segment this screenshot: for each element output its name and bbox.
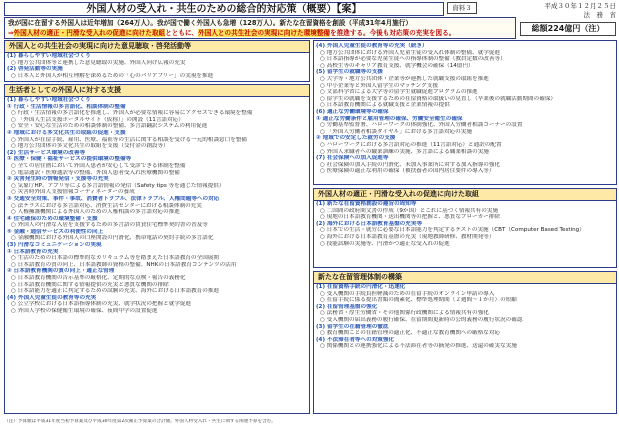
list-item: ○ 医療保険の適正な利用の確保（被扶養者の国内居住要件の導入等） bbox=[320, 168, 495, 175]
subsection-heading: (1) 暮らしやすい地域社会づくり bbox=[7, 97, 91, 103]
box-acceptance bbox=[313, 188, 617, 268]
list-item: ○ 外国人学校の保健衛生環境の確保、夜間中学の設置促進 bbox=[11, 308, 158, 314]
list-item: ○ 日本語教育機関に関する情報提供の充実と悪質な機関の排除 bbox=[11, 281, 169, 288]
list-item: ○ 外国人が在留手続、雇用、医療、福祉等の生活に関する相談を受ける一元的相談窓口を整備 bbox=[11, 136, 248, 143]
subsection-heading: ① 適正な労働条件と雇用管理の確保、労働安全衛生の確保 bbox=[316, 115, 463, 122]
subsection-heading: (5) 留学生の就職等の支援 bbox=[316, 69, 383, 76]
list-item: ○ 外国人の円滑な入居を支援するための多言語の賃貸住宅標準契約書の普及等 bbox=[11, 222, 208, 229]
box-awareness-body bbox=[5, 53, 309, 79]
subsection-heading: ③ 交通安全対策、事件・事故、消費者トラブル、法律トラブル、人権問題等への対応 bbox=[7, 195, 220, 202]
intro-line-1: 我が国に在留する外国人は近年増加（264万人）。我が国で働く外国人も急増（128万人）。新たな在留資格を創設（平成31年4月施行） bbox=[8, 19, 412, 27]
list-item: ○ 二国間の政府間文書の作成（9か国）とこれに基づく情報共有の実施 bbox=[320, 207, 499, 214]
subsection-heading: ① 日本語教育の充実 bbox=[7, 248, 59, 255]
intro-suffix: を推進する。今後も対応策の充実を図る。 bbox=[330, 29, 456, 37]
box-awareness bbox=[4, 40, 310, 82]
list-item: ○ 金融機関における外国人の口座開設の円滑化、携帯電話の契約手続の多言語化 bbox=[11, 235, 214, 242]
box-life-support-cont bbox=[313, 40, 617, 185]
list-item: ○ ハローワークにおける多言語対応の推進（11言語対応）と通訳の配置 bbox=[320, 141, 502, 148]
list-item: ○ 法務省・厚生労働省・その他関係行政機関による情報共有の強化 bbox=[320, 310, 489, 317]
box-life-support-body bbox=[5, 97, 309, 315]
list-item: ○ 「外国人労働者相談ダイヤル」における多言語対応の実施 bbox=[320, 128, 472, 135]
subsection-heading: ① 医療・保健・福祉サービスの提供環境の整備等 bbox=[7, 156, 132, 163]
list-item: ○ 日本語教育機関の告示基準の厳格化、定期的な点検・報告の義務化 bbox=[11, 275, 186, 282]
list-item: ○ 在留手続に係る提出書類の簡素化、標準処理期間（２週間～１か月）の短縮 bbox=[320, 297, 517, 304]
list-item: ○ 大学等・地方公共団体・企業等が連携した就職支援の取組を推進 bbox=[320, 75, 489, 82]
list-item: ○ 関係機関との連携強化による不法滞在者等の摘発の推進、送還の確実な実施 bbox=[320, 343, 517, 350]
intro-line-2 bbox=[8, 28, 512, 38]
intro-highlight-2: 外国人との共生社会の実現に向けた環境整備 bbox=[198, 29, 331, 37]
box-residence-mgmt-body bbox=[314, 284, 616, 350]
list-item: ○ 技能試験の実施等、円滑かつ適正な受入れの促進 bbox=[320, 240, 450, 247]
list-item: ○ 全ての居住圏において外国人患者が安心して受診できる体制を整備 bbox=[11, 162, 186, 169]
box-life-support bbox=[4, 84, 310, 414]
list-item: ○ 現地の日本語教育機関・送出機関等の把握と、悪質なブローカー排除 bbox=[320, 214, 500, 221]
box-residence-mgmt-head: 新たな在留管理体制の構築 bbox=[314, 272, 616, 284]
subsection-heading: ④ 住宅確保のための環境整備・支援 bbox=[7, 215, 98, 222]
box-residence-mgmt bbox=[313, 271, 617, 414]
list-item: ○ 地方公共団体の多文化共生の取組を支援（交付金の創設等） bbox=[11, 143, 169, 150]
document-id: 資料３ bbox=[447, 2, 477, 14]
list-item: ○ 「外国人生活支援ポータルサイト（仮称）」の開設（11言語対応） bbox=[11, 116, 184, 123]
list-item: ○ 日本での生活・就労に必要な日本語能力を判定するテストの実施（CBT（Computer Based Testing） bbox=[320, 227, 585, 234]
subsection-heading: (2) 啓発活動等の実施 bbox=[7, 66, 63, 73]
list-item: ○ 日本語指導が必要な児童生徒への指導体制の整備（教員定数の改善等） bbox=[320, 56, 506, 63]
list-item: ○ 社会保険の加入手続の円滑化、未加入事業所に対する加入指導の強化 bbox=[320, 161, 501, 168]
subsection-heading: (4) 外国人児童生徒の教育等の充実 bbox=[7, 294, 97, 301]
page-title: 外国人材の受入れ・共生のための総合的対応策（概要）【案】 bbox=[86, 4, 362, 15]
list-item: ○ 受入機関の手続負担軽減のための在留手続のオンライン申請の導入 bbox=[320, 290, 495, 297]
intro-mid: とともに、 bbox=[165, 29, 199, 37]
list-item: ○ 地方公共団体等と連携した意見聴取の実施、外国人向け広報の充実 bbox=[11, 59, 186, 66]
subsection-heading: ⑤ 金融・通信サービスの利便性の向上 bbox=[7, 228, 104, 235]
box-life-support-cont-body bbox=[314, 41, 616, 175]
list-item: ○ 人権擁護機関による外国人のための人権相談の多言語対応の推進 bbox=[11, 209, 180, 216]
list-item: ○ 気象庁HP、アプリ等による多言語情報の発信（Safety tips 等を通じた情報提供） bbox=[11, 182, 225, 189]
list-item: ○ 災害時外国人支援情報コーディネーターの養成 bbox=[11, 189, 135, 196]
subsection-heading: ② 日本語教育機関の質の向上・適正な管理 bbox=[7, 268, 115, 275]
list-item: ○ 労働基準監督署、ハローワークの体制強化、外国人労働者相談コーナーの設置 bbox=[320, 122, 523, 129]
subsection-heading: ② 災害発生時の情報発信・支援等の充実 bbox=[7, 176, 109, 183]
list-item: ○ 教育機関ごとの在籍管理の適正化、不適正な教育機関への厳格な対応 bbox=[320, 330, 501, 337]
list-item: ○ 法テラスにおける多言語対応、消費生活センターにおける相談体制の充実 bbox=[11, 202, 202, 209]
subsection-heading: (2) 海外における日本語教育基盤の充実等 bbox=[316, 220, 423, 227]
subsection-heading: (1) 在留資格手続の円滑化・迅速化 bbox=[316, 284, 406, 290]
list-item: ○ 行政・生活情報の多言語化を推進し、外国人が必要な情報に容易にアクセスできる環境を整備 bbox=[11, 110, 253, 117]
intro-arrow: ⇒ bbox=[8, 29, 14, 37]
list-item: ○ 電話通訳・医療通訳等の整備、外国人患者受入れ医療機関の整備 bbox=[11, 169, 180, 176]
subsection-heading: (1) 新たな在留資格創設の趣旨の周知等 bbox=[316, 201, 417, 207]
subsection-heading: (3) 円滑なコミュニケーションの実現 bbox=[7, 242, 102, 249]
list-item: ○ 高校生等のキャリア教育支援、就学機会の確保（14億円） bbox=[320, 62, 474, 69]
box-awareness-head: 外国人との共生社会の実現に向けた意見聴取・啓発活動等 bbox=[5, 41, 309, 53]
subsection-heading: ② 地域における多文化共生の取組の促進・支援 bbox=[7, 129, 126, 136]
list-item: ○ 日本人と外国人が相互理解を深めるための「心のバリアフリー」の実現を推進 bbox=[11, 72, 214, 79]
title-bar bbox=[4, 2, 444, 16]
list-item: ○ 地方公共団体における外国人児童生徒の受入れ体制の整備、就学促進 bbox=[320, 49, 501, 56]
budget-total: 総額224億円（注） bbox=[520, 22, 616, 36]
subsection-heading: (2) 在留管理基盤の強化 bbox=[316, 303, 378, 310]
list-item: ○ 安全・安心な生活のための相談体制の整備、多言語翻訳システムの利用促進 bbox=[11, 123, 208, 130]
subsection-heading: ② 地域での安定した就労の支援 bbox=[316, 135, 396, 142]
subsection-heading: (1) 暮らしやすい地域社会づくり bbox=[7, 53, 91, 59]
list-item: ○ 日本語能力を適正に判定するための試験の充実、海外における日本語教育の推進 bbox=[11, 288, 220, 295]
subsection-heading: (2) 生活サービス環境の改善等 bbox=[7, 149, 86, 156]
list-item: ○ 海外における日本語教育基盤の充実（現地教師研修、教材開発等） bbox=[320, 233, 495, 240]
list-item: ○ 文部科学省による大学等の留学生就職促進プログラムの推進 bbox=[320, 89, 478, 96]
list-item: ○ 公立学校における日本語指導体制の充実、就学状況の把握と就学促進 bbox=[11, 301, 192, 308]
subsection-heading: (4) 外国人児童生徒の教育等の充実（続き） bbox=[316, 43, 428, 49]
list-item: ○ 外国人求職者への職業訓練の実施、多言語による職業相談の実施 bbox=[320, 148, 489, 155]
list-item: ○ 生活のための日本語の標準的なカリキュラム等を踏まえた日本語教育の全国展開 bbox=[11, 255, 219, 262]
subsection-heading: (4) 不法滞在者等への対策強化 bbox=[316, 336, 395, 343]
intro-highlight-1: 外国人材の適正・円滑な受入れの促進に向けた取組 bbox=[13, 29, 166, 37]
box-acceptance-body bbox=[314, 201, 616, 247]
footnote: （注）予算額は平成31年度当初予算案及び平成30年度第2次補正予算案の合計額。外国人材受入れ・共生に関する関連予算を含む。 bbox=[4, 419, 276, 424]
list-item: ○ 日本語教育機関による就職支援と企業情報の提供 bbox=[320, 102, 450, 109]
list-item: ○ 中小企業等と外国人留学生のマッチング支援 bbox=[320, 82, 438, 89]
list-item: ○ 留学生の就職を支援するための在留資格の取扱いの見直し（卒業後の就職活動期間の確保） bbox=[320, 95, 557, 102]
list-item: ○ 日本語教育の質の向上、日本語教師の資格の整備、NHKの日本語教育コンテンツの活用 bbox=[11, 261, 237, 268]
subsection-heading: (6) 適正な労働環境等の確保 bbox=[316, 108, 389, 115]
document-date: 平成３０年１２月２５日 bbox=[544, 2, 616, 10]
list-item: ○ 受入機関の届出義務の履行確保、在留期間更新時の公的義務の履行状況の確認 bbox=[320, 316, 523, 323]
box-life-support-head: 生活者としての外国人に対する支援 bbox=[5, 85, 309, 97]
subsection-heading: (7) 社会保険への加入促進等 bbox=[316, 155, 389, 162]
subsection-heading: (3) 留学生の在籍管理の徹底 bbox=[316, 323, 389, 330]
intro-box bbox=[4, 17, 516, 39]
box-acceptance-head: 外国人材の適正・円滑な受入れの促進に向けた取組 bbox=[314, 189, 616, 201]
subsection-heading: ① 行政・生活情報の多言語化、相談体制の整備 bbox=[7, 103, 126, 110]
document-org: 法 務 省 bbox=[583, 11, 616, 19]
